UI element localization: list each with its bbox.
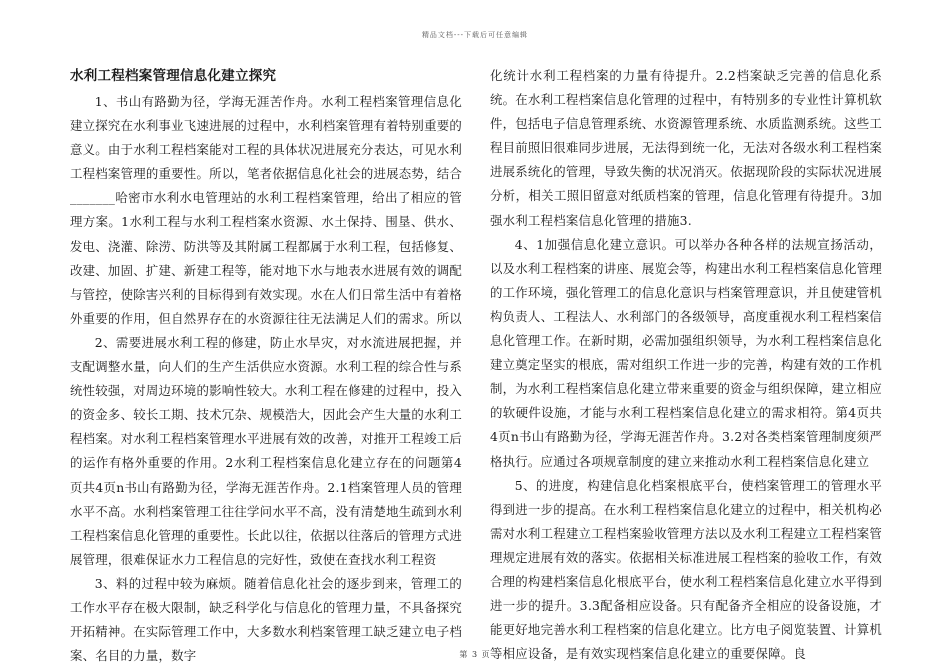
page-header: 精品文档---下载后可任意编辑 [421, 31, 529, 39]
paragraph-2: 2、需要进展水利工程的修建，防止水旱灾，对水流进展把握，并支配调整水量，向人们的生产生活供应水资源。水利工程的综合性与系统性较强，对周边环境的影响性较大。水利工程在修建的过程中，投入的资金多、较长工期、技术冗杂、规模浩大，因此会产生大量的水利工程档案。对水利工程档案管理水平进展有效的改善，对推开工程竣工后的运作有格外重要的作用。2水利工程档案信息化建立存在的问题第4页共4页n书山有路勤为径，学海无涯苦作舟。2.1档案管理人员的管理水平不高。水利档案管理工往往学问水平不高，没有清楚地生疏到水利工程档案信息化管理的重要性。长此以往，依据以往落后的管理方式进展管理，很难保证水力工程信息的完好性，致使在查找水利工程资 [70, 334, 462, 567]
document-title: 水利工程档案管理信息化建立探究 [70, 68, 277, 84]
paragraph-3: 3、料的过程中较为麻烦。随着信息化社会的逐步到来，管理工的工作水平存在极大限制，缺乏科学化与信息化的管理力量，不具备探究开拓精神。在实际管理工作中，大多数水利档案管理工缺乏建立电子档案、名目的力量，数字 [70, 575, 462, 664]
right-column [490, 64, 882, 666]
left-column [70, 64, 462, 668]
paragraph-3-continued: 化统计水利工程档案的力量有待提升。2.2档案缺乏完善的信息化系统。在水利工程档案信息化管理的过程中，有特别多的专业性计算机软件，包括电子信息管理系统、水资源管理系统、水质监测系统。这些工程目前照旧很难同步进展，无法得到统一化，无法对各级水利工程档案进展系统化的管理，导致失衡的状况消灭。依据现阶段的实际状况进展分析，相关工照旧留意对纸质档案的管理，信息化管理有待提升。3加强水利工程档案信息化管理的措施3. [490, 68, 882, 228]
paragraph-4: 4、1加强信息化建立意识。可以举办各种各样的法规宣扬活动，以及水利工程档案的讲座、展览会等，构建出水利工程档案信息化管理的工作环境，强化管理工的信息化意识与档案管理意识，并且使建管机构负责人、工程法人、水利部门的各级领导，高度重视水利工程档案信息化管理工作。在新时期，必需加强组织领导，为水利工程档案信息化建立奠定坚实的根底，需对组织工作进一步的完善，构建有效的工作机制，为水利工程档案信息化建立带来重要的资金与组织保障，建立相应的软硬件设施，才能与水利工程档案信息化建立的需求相符。第4页共4页n书山有路勤为径，学海无涯苦作舟。3.2对各类档案管理制度须严格执行。应通过各项规章制度的建立来推动水利工程档案信息化建立 [490, 236, 882, 469]
page-number: 第 3 页 [459, 650, 491, 659]
paragraph-1: 1、书山有路勤为径，学海无涯苦作舟。水利工程档案管理信息化建立探究在水利事业飞速进展的过程中，水利档案管理有着特别重要的意义。由于水利工程档案能对工程的具体状况进展充分表达，可见水利工程档案管理的重要性。所以，笔者依据信息化社会的进展态势，结合_______哈密市水利水电管理站的水利工程档案管理，给出了相应的管理方案。1水利工程与水利工程档案水资源、水土保持、围垦、供水、发电、浇灌、除涝、防洪等及其附属工程都属于水利工程，包括修复、改建、加固、扩建、新建工程等，能对地下水与地表水进展有效的调配与管控，使除害兴利的目标得到有效实现。水在人们日常生活中有着格外重要的作用，但自然界存在的水资源往往无法满足人们的需求。所以 [70, 94, 462, 326]
paragraph-5: 5、的进度，构建信息化档案根底平台，使档案管理工的管理水平得到进一步的提高。在水利工程档案信息化建立的过程中，相关机构必需对水利工程建立工程档案验收管理方法以及水利工程建立工程档案管理规定进展有效的落实。依据相关标准进展工程档案的验收工作，有效合理的构建档案信息化根底平台，使水利工程档案信息化建立水平得到进一步的提升。3.3配备相应设备。只有配备齐全相应的设备设施，才能更好地完善水利工程档案的信息化建立。比方电子阅览装置、计算机等相应设备，是有效实现档案信息化建立的重要保障。良 [490, 477, 882, 662]
